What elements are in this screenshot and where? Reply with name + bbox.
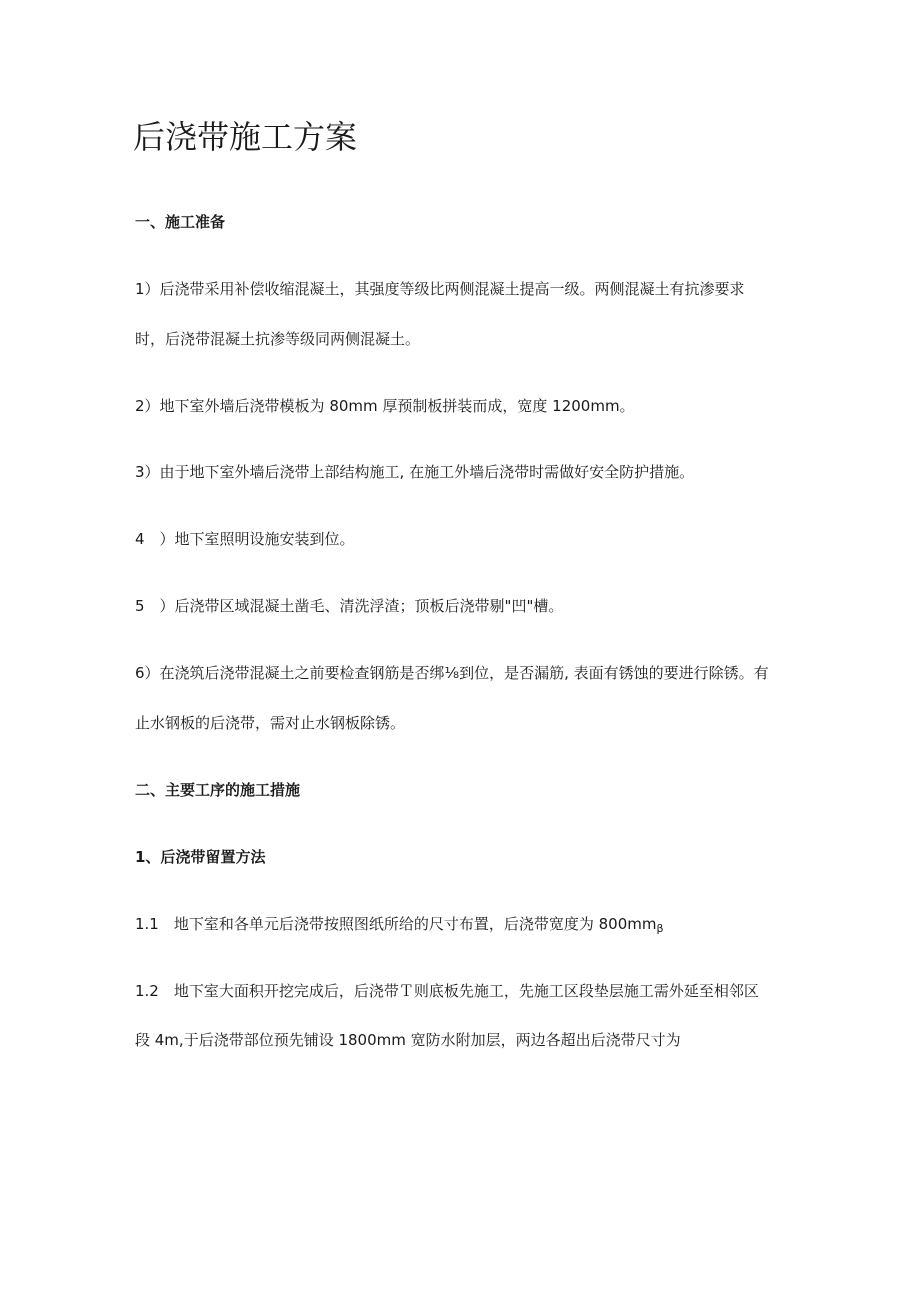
item-1-2-line-2: 段 4m,于后浇带部位预先铺设 1800mm 宽防水附加层，两边各超出后浇带尺寸为 <box>135 1031 681 1049</box>
item-5: 5 ）后浇带区域混凝土凿毛、清洗浮渣；顶板后浇带剔"凹"槽。 <box>135 597 564 615</box>
item-1-line-1: 1）后浇带采用补偿收缩混凝土，其强度等级比两侧混凝土提高一级。两侧混凝土有抗渗要求 <box>135 280 745 298</box>
item-1-1-text: 1.1 地下室和各单元后浇带按照图纸所给的尺寸布置，后浇带宽度为 800mm <box>135 915 657 933</box>
item-1-line-2: 时，后浇带混凝土抗渗等级同两侧混凝土。 <box>135 330 421 348</box>
item-6-line-2: 止水钢板的后浇带，需对止水钢板除锈。 <box>135 714 406 732</box>
section-2-heading: 二、主要工序的施工措施 <box>135 781 301 799</box>
document-title: 后浇带施工方案 <box>133 118 358 156</box>
item-6-line-1: 6）在浇筑后浇带混凝土之前要检查钢筋是否绑⅛到位，是否漏筋, 表面有锈蚀的要进行除锈。有 <box>135 664 769 682</box>
item-1-1 <box>135 913 664 940</box>
item-2: 2）地下室外墙后浇带模板为 80mm 厚预制板拼装而成，宽度 1200mm。 <box>135 397 635 415</box>
item-4: 4 ）地下室照明设施安装到位。 <box>135 530 355 548</box>
item-1-2-line-1: 1.2 地下室大面积开挖完成后，后浇带Ｔ则底板先施工，先施工区段垫层施工需外延至相邻区 <box>135 982 759 1000</box>
subsection-heading: 1、后浇带留置方法 <box>135 848 266 866</box>
item-3: 3）由于地下室外墙后浇带上部结构施工, 在施工外墙后浇带时需做好安全防护措施。 <box>135 463 695 481</box>
section-1-heading: 一、施工准备 <box>135 213 226 231</box>
item-1-1-mark: β <box>656 922 664 935</box>
